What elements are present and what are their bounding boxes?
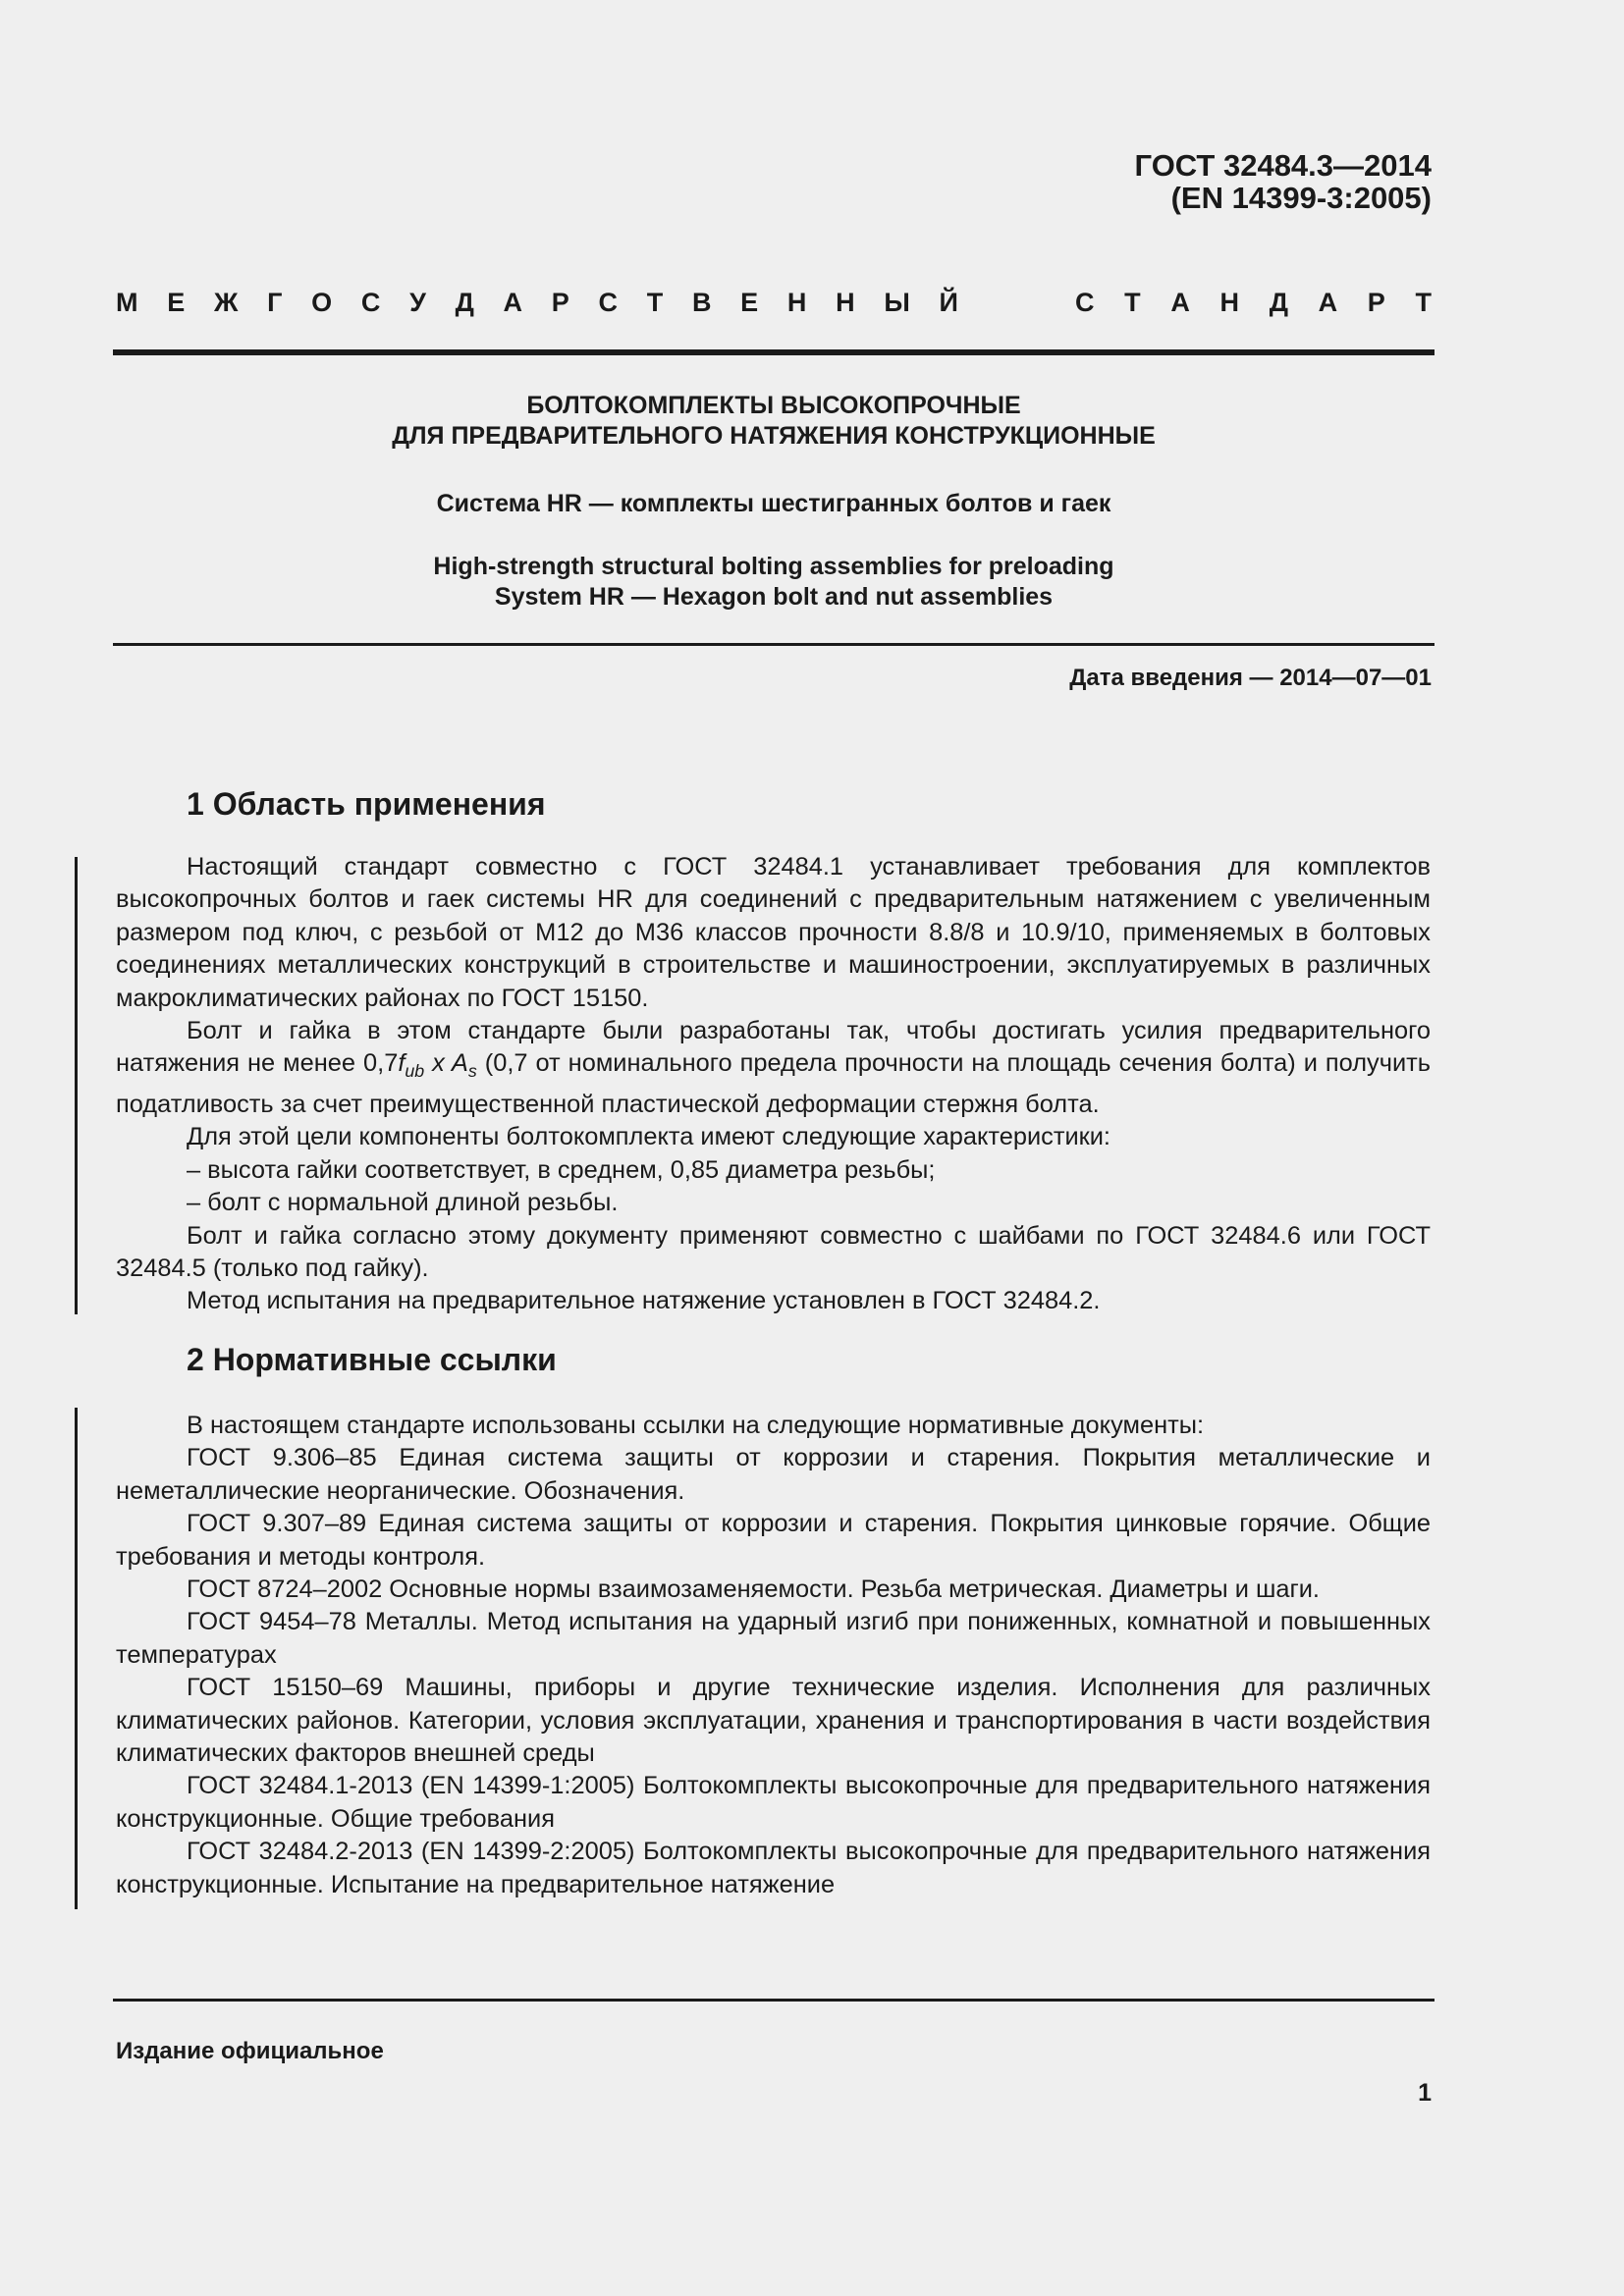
section-2-body xyxy=(116,1410,1431,1901)
reference-item: ГОСТ 8724–2002 Основные нормы взаимозаменяемости. Резьба метрическая. Диаметры и шаги. xyxy=(187,1575,1320,1604)
standard-type-letter: М xyxy=(116,288,138,317)
paragraph xyxy=(116,1015,1431,1121)
formula-a-subscript: s xyxy=(467,1061,477,1082)
document-number-en: (EN 14399-3:2005) xyxy=(1170,181,1432,215)
formula-a: A xyxy=(451,1049,468,1078)
standard-type-letter: С xyxy=(598,288,618,317)
standard-type-letter: Ж xyxy=(213,288,239,317)
standard-type-letter: С xyxy=(1075,288,1095,317)
standard-type-letter: Й xyxy=(939,288,958,317)
top-divider xyxy=(113,349,1435,355)
page-number: 1 xyxy=(1418,2079,1432,2107)
standard-type-letter: Ы xyxy=(884,288,910,317)
standard-type-letter: А xyxy=(503,288,523,317)
standard-type-letter: А xyxy=(1318,288,1338,317)
standard-type-letter: Е xyxy=(167,288,186,317)
standard-type-letter: В xyxy=(691,288,712,317)
section-2-heading: 2 Нормативные ссылки xyxy=(187,1342,557,1377)
document-subtitle: Система HR — комплекты шестигранных болтов и гаек xyxy=(436,490,1111,517)
paragraph-text: (0,7 от номинального предела прочности на площадь сечения болта) и получить податливость за счет преимущественной пластической деформации стержня болта. xyxy=(116,1049,1431,1118)
standard-type-letter: А xyxy=(1170,288,1190,317)
standard-type-letter: Г xyxy=(267,288,283,317)
change-bar-section-1 xyxy=(75,857,78,1314)
introduction-date: Дата введения — 2014—07—01 xyxy=(1069,665,1432,691)
paragraph: Метод испытания на предварительное натяжение установлен в ГОСТ 32484.2. xyxy=(187,1287,1101,1315)
english-title xyxy=(113,552,1435,613)
standard-type-letter: Н xyxy=(1219,288,1240,317)
standard-type-heading xyxy=(116,287,1432,318)
standard-type-letter: У xyxy=(409,288,426,317)
paragraph: Болт и гайка согласно этому документу применяют совместно с шайбами по ГОСТ 32484.6 или ГОСТ 32484.5 (только под гайку). xyxy=(116,1221,1431,1282)
formula-times: x xyxy=(424,1049,452,1078)
reference-item: ГОСТ 15150–69 Машины, приборы и другие технические изделия. Исполнения для различных климатических районов. Категории, условия эксплуатации, хранения и транспортирования в части воздействия климатических факторов внешней среды xyxy=(116,1674,1431,1768)
standard-type-letter: Е xyxy=(740,288,759,317)
document-title xyxy=(113,391,1435,452)
standard-type-letter: Р xyxy=(551,288,569,317)
paragraph: Настоящий стандарт совместно с ГОСТ 32484.1 устанавливает требования для комплектов высокопрочных болтов и гаек системы HR для соединений с предварительным натяжением с увеличенным размером под ключ, с резьбой от М12 до М36 классов прочности 8.8/8 и 10.9/10, применяемых в болтовых соединениях металлических конструкций в строительстве и машиностроении, эксплуатируемых в различных макроклиматических районах по ГОСТ 15150. xyxy=(116,853,1431,1012)
reference-item: ГОСТ 32484.2-2013 (EN 14399-2:2005) Болтокомплекты высокопрочные для предварительного натяжения конструкционные. Испытание на предварительное натяжение xyxy=(116,1838,1431,1898)
document-title-line1: БОЛТОКОМПЛЕКТЫ ВЫСОКОПРОЧНЫЕ xyxy=(526,392,1021,419)
title-divider xyxy=(113,643,1435,646)
document-title-line2: ДЛЯ ПРЕДВАРИТЕЛЬНОГО НАТЯЖЕНИЯ КОНСТРУКЦИОННЫЕ xyxy=(392,422,1156,450)
paragraph: Для этой цели компоненты болтокомплекта имеют следующие характеристики: xyxy=(187,1123,1110,1151)
standard-type-letter: О xyxy=(311,288,333,317)
reference-item: ГОСТ 9.307–89 Единая система защиты от коррозии и старения. Покрытия цинковые горячие. Общие требования и методы контроля. xyxy=(116,1510,1431,1571)
standard-type-word2 xyxy=(1075,287,1432,318)
edition-label: Издание официальное xyxy=(116,2038,384,2064)
reference-item: ГОСТ 9.306–85 Единая система защиты от коррозии и старения. Покрытия металлические и неметаллические неорганические. Обозначения. xyxy=(116,1444,1431,1505)
standard-type-letter: Т xyxy=(1415,288,1432,317)
paragraph-text: Болт и гайка в этом стандарте были разработаны так, чтобы достигать усилия предварительного натяжения не менее 0,7 xyxy=(116,1017,1431,1078)
document-number-gost: ГОСТ 32484.3—2014 xyxy=(1134,148,1432,183)
section-1-body xyxy=(116,851,1431,1318)
document-number xyxy=(1135,149,1432,214)
standard-type-letter: Д xyxy=(1269,288,1288,317)
standard-type-letter: Т xyxy=(1124,288,1141,317)
standard-type-letter: Д xyxy=(455,288,474,317)
standard-type-letter: Т xyxy=(646,288,664,317)
english-title-line2: System HR — Hexagon bolt and nut assemblies xyxy=(494,583,1054,611)
footer-divider xyxy=(113,1999,1435,2002)
reference-item: ГОСТ 9454–78 Металлы. Метод испытания на ударный изгиб при пониженных, комнатной и повышенных температурах xyxy=(116,1608,1431,1669)
standard-type-letter: С xyxy=(360,288,381,317)
english-title-line1: High-strength structural bolting assemblies for preloading xyxy=(433,553,1114,580)
reference-item: ГОСТ 32484.1-2013 (EN 14399-1:2005) Болтокомплекты высокопрочные для предварительного натяжения конструкционные. Общие требования xyxy=(116,1772,1431,1833)
standard-type-letter: Р xyxy=(1367,288,1385,317)
formula-f: f xyxy=(398,1049,406,1078)
standard-type-letter: Н xyxy=(786,288,807,317)
paragraph: В настоящем стандарте использованы ссылки на следующие нормативные документы: xyxy=(187,1412,1205,1439)
standard-type-word1 xyxy=(116,287,958,318)
section-1-heading: 1 Область применения xyxy=(187,786,546,822)
change-bar-section-2 xyxy=(75,1408,78,1909)
list-item: – высота гайки соответствует, в среднем, 0,85 диаметра резьбы; xyxy=(187,1155,936,1184)
standard-type-letter: Н xyxy=(836,288,855,317)
formula-f-subscript: ub xyxy=(405,1061,425,1082)
list-item: – болт с нормальной длиной резьбы. xyxy=(187,1189,619,1217)
